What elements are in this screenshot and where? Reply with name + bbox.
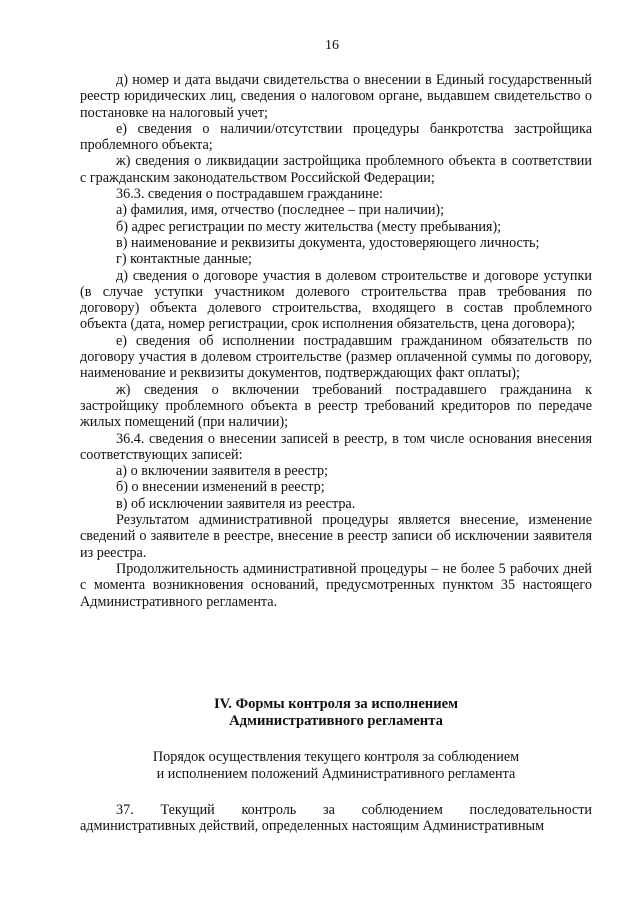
section-heading-line-1: IV. Формы контроля за исполнением: [213, 696, 459, 712]
paragraph: д) сведения о договоре участия в долевом строительстве и договоре уступки (в случае уступки участником долевого строительства прав требования по договору) объекта долевого строительства, входящего в состав проблемного объекта (дата, номер регистрации, срок исполнения обязательств, цена договора);: [80, 267, 592, 333]
paragraph: е) сведения о наличии/отсутствии процедуры банкротства застройщика проблемного объекта;: [80, 120, 592, 154]
paragraph: ж) сведения о ликвидации застройщика проблемного объекта в соответствии с гражданским законодательством Российской Федерации;: [80, 153, 592, 186]
section-heading: [80, 696, 592, 730]
list-item: а) о включении заявителя в реестр;: [116, 463, 329, 480]
document-body: [80, 72, 592, 610]
final-paragraph: 37. Текущий контроль за соблюдением последовательности административных действий, определенных настоящим Административным: [80, 802, 592, 835]
section-heading-line-2: Административного регламента: [229, 713, 443, 729]
paragraph: 36.3. сведения о пострадавшем гражданине:: [116, 186, 383, 203]
list-item: б) адрес регистрации по месту жительства (месту пребывания);: [116, 218, 502, 235]
list-item: в) наименование и реквизиты документа, удостоверяющего личность;: [116, 234, 540, 251]
subsection-heading-line-2: и исполнением положений Административного регламента: [156, 765, 516, 782]
paragraph: Продолжительность административной процедуры – не более 5 рабочих дней с момента возникновения оснований, предусмотренных пунктом 35 настоящего Административного регламента.: [80, 560, 592, 610]
list-item: в) об исключении заявителя из реестра.: [116, 495, 356, 512]
final-paragraph-block: [80, 802, 592, 835]
list-item: б) о внесении изменений в реестр;: [116, 479, 325, 496]
paragraph: ж) сведения о включении требований пострадавшего гражданина к застройщику проблемного объекта в реестр требований кредиторов по передаче жилых помещений (при наличии);: [80, 381, 592, 431]
paragraph: Результатом административной процедуры является внесение, изменение сведений о заявителе в реестре, внесение в реестр записи об исключении заявителя из реестра.: [80, 512, 592, 561]
paragraph: 36.4. сведения о внесении записей в реестр, в том числе основания внесения соответствующих записей:: [80, 430, 592, 463]
page-number: 16: [325, 38, 339, 53]
list-item: а) фамилия, имя, отчество (последнее – при наличии);: [116, 202, 445, 219]
subsection-heading-line-1: Порядок осуществления текущего контроля за соблюдением: [152, 749, 520, 765]
paragraph: е) сведения об исполнении пострадавшим гражданином обязательств по договору участия в долевом строительстве (размер оплаченной суммы по договору, наименование и реквизиты документов, подтверждающих факт оплаты);: [80, 332, 592, 382]
paragraph: д) номер и дата выдачи свидетельства о внесении в Единый государственный реестр юридических лиц, сведения о налоговом органе, выдавшем свидетельство о постановке на налоговый учет;: [80, 72, 592, 121]
subsection-heading: [80, 749, 592, 782]
list-item: г) контактные данные;: [116, 251, 252, 268]
